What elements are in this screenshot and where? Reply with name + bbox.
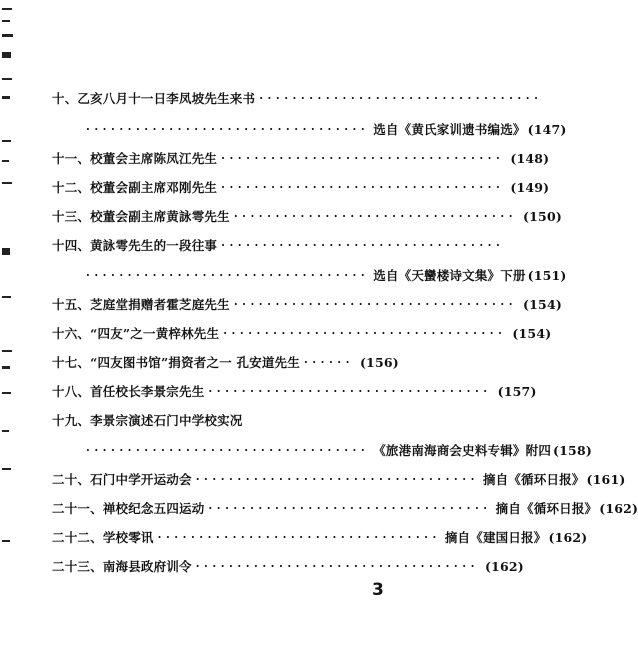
entry-number: 二十一、 — [52, 501, 103, 516]
toc-entry — [52, 410, 386, 430]
entry-number: 二十、 — [52, 472, 91, 487]
entry-page: (157) — [497, 383, 537, 399]
dot-leader: ·································· — [208, 501, 492, 515]
entry-title: 校董会副主席邓刚先生 — [90, 180, 218, 195]
entry-title: 芝庭堂捐赠者霍芝庭先生 — [90, 297, 230, 312]
entry-number: 十五、 — [52, 297, 91, 312]
dot-leader: ·································· — [233, 297, 518, 311]
toc-entry — [52, 352, 399, 372]
dot-leader: ·································· — [157, 530, 441, 544]
entry-title: “四友图书馆”捐资者之一 孔安道先生 — [90, 355, 300, 370]
entry-title: 南海县政府训令 — [102, 559, 192, 574]
entry-title: 校董会主席陈凤江先生 — [90, 151, 218, 166]
toc-entry-continuation — [82, 440, 592, 460]
entry-source: 《旅港南海商会史料专辑》附四 — [373, 443, 552, 458]
entry-title: 乙亥八月十一日李凤坡先生来书 — [77, 91, 256, 106]
entry-source: 摘自《建国日报》 — [444, 530, 547, 545]
entry-page: (161) — [586, 471, 626, 487]
entry-page: (150) — [523, 208, 562, 224]
dot-leader: ·································· — [221, 238, 505, 252]
dot-leader: ·································· — [223, 326, 507, 340]
entry-page: (154) — [512, 325, 552, 341]
entry-page: (162) — [599, 500, 638, 516]
toc-entry — [52, 206, 562, 226]
toc-entry-continuation — [82, 265, 567, 285]
entry-title: 李景宗演述石门中学校实况 — [90, 413, 243, 428]
toc-entry — [52, 148, 550, 168]
entry-number: 十七、 — [52, 355, 91, 370]
entry-number: 十六、 — [52, 326, 91, 341]
dot-leader: ·································· — [195, 559, 479, 573]
entry-title: 黄詠雩先生的一段往事 — [90, 238, 218, 253]
dot-leader: ·································· — [86, 122, 370, 136]
dot-leader: ·································· — [259, 91, 543, 105]
entry-number: 十四、 — [52, 238, 91, 253]
entry-title: 首任校长李景宗先生 — [90, 384, 205, 399]
entry-page: (148) — [510, 150, 550, 166]
dot-leader: ·································· — [233, 209, 518, 223]
entry-number: 十八、 — [52, 384, 91, 399]
toc-entry — [52, 556, 524, 576]
toc-entry — [52, 294, 562, 314]
entry-page: (162) — [484, 558, 524, 574]
toc-entry — [52, 177, 550, 197]
entry-title: “四友”之一黄梓林先生 — [90, 326, 220, 341]
toc-entry — [52, 235, 505, 255]
toc-entry — [52, 323, 552, 343]
dot-leader: ·································· — [195, 472, 479, 486]
toc-entry — [52, 88, 543, 108]
entry-number: 十九、 — [52, 413, 91, 428]
entry-number: 十一、 — [52, 151, 91, 166]
toc-entry-continuation — [82, 119, 567, 139]
entry-source: 摘自《循环日报》 — [495, 501, 598, 516]
entry-page: (158) — [553, 442, 592, 458]
toc-entry — [52, 527, 588, 547]
entry-number: 十、 — [52, 91, 78, 106]
toc-entry — [52, 381, 537, 401]
entry-page: (156) — [359, 354, 399, 370]
entry-number: 二十三、 — [52, 559, 103, 574]
dot-leader: ·································· — [221, 180, 505, 194]
entry-page: (151) — [527, 267, 567, 283]
entry-source: 摘自《循环日报》 — [482, 472, 585, 487]
toc-entry — [52, 498, 638, 518]
entry-page: (154) — [523, 296, 562, 312]
dot-leader: ·································· — [86, 268, 370, 282]
entry-page: (147) — [527, 121, 567, 137]
dot-leader: ·································· — [86, 443, 370, 457]
entry-source: 选自《黄氏家训遗书编选》 — [373, 122, 526, 137]
entry-title: 石门中学开运动会 — [90, 472, 192, 487]
entry-page: (162) — [548, 529, 588, 545]
entry-source: 选自《天蠻楼诗文集》下册 — [373, 268, 526, 283]
entry-number: 二十二、 — [52, 530, 103, 545]
entry-title: 禅校纪念五四运动 — [102, 501, 205, 516]
dot-leader: ······ — [303, 355, 354, 369]
entry-title: 校董会副主席黄詠雩先生 — [90, 209, 230, 224]
toc-entry — [52, 469, 626, 489]
dot-leader: ·································· — [221, 151, 505, 165]
page-number: 3 — [372, 580, 384, 600]
entry-title: 学校零讯 — [102, 530, 154, 545]
entry-number: 十二、 — [52, 180, 91, 195]
entry-page: (149) — [510, 179, 550, 195]
entry-number: 十三、 — [52, 209, 91, 224]
dot-leader: ·································· — [208, 384, 492, 398]
